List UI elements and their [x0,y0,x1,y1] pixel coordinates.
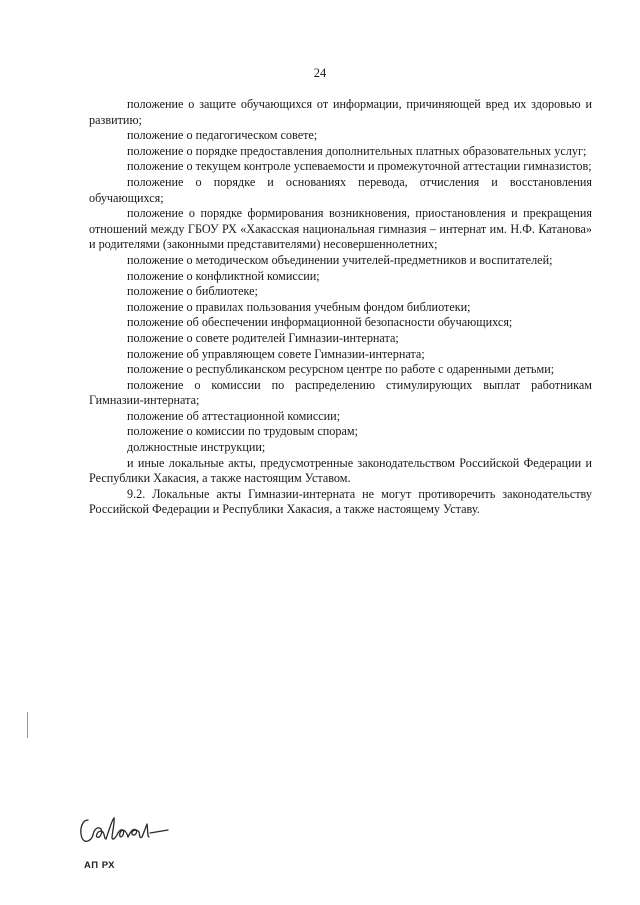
paragraph: положение об управляющем совете Гимназии-интерната; [127,346,425,361]
page-number: 24 [313,66,327,80]
paragraph: положение о конфликтной комиссии; [127,268,320,283]
paragraph: положение о защите обучающихся от информации, причиняющей вред их здоровью и развитию; [89,97,592,127]
paragraph: положение об обеспечении информационной безопасности обучающихся; [127,315,513,330]
paragraph: положение о порядке формирования возникновения, приостановления и прекращения отношений между ГБОУ РХ «Хакасская национальная гимназия – интернат им. Н.Ф. Катанова» и родителями (законными представителями) несовершеннолетних; [89,206,592,252]
paragraph: положение о совете родителей Гимназии-интерната; [127,330,399,345]
paragraph: положение о порядке предоставления дополнительных платных образовательных услуг; [127,143,587,158]
paragraph: положение об аттестационной комиссии; [127,408,341,423]
paragraph: положение о комиссии по распределению стимулирующих выплат работникам Гимназии-интерната; [89,377,592,408]
paragraph: положение о комиссии по трудовым спорам; [127,424,358,439]
paragraph-9-2: 9.2. Локальные акты Гимназии-интерната не могут противоречить законодательству Российской Федерации и Республики Хакасия, а также настоящему Уставу. [89,486,592,517]
paragraph: положение о порядке и основаниях перевода, отчисления и восстановления обучающихся; [89,174,592,205]
paragraph: положение о педагогическом совете; [127,128,318,143]
paragraph: положение о библиотеке; [127,284,258,299]
handwritten-signature [76,808,172,848]
paragraph: положение о правилах пользования учебным фондом библиотеки; [127,299,471,314]
paragraph: положение о текущем контроле успеваемости и промежуточной аттестации гимназистов; [127,159,592,174]
paragraph: положение о методическом объединении учителей-предметников и воспитателей; [127,252,553,267]
paragraph: положение о республиканском ресурсном центре по работе с одаренными детьми; [127,362,555,377]
stamp-label: АП РХ [84,860,116,871]
margin-mark [27,712,28,738]
document-body [89,97,592,518]
paragraph: и иные локальные акты, предусмотренные законодательством Российской Федерации и Республики Хакасия, а также настоящим Уставом. [89,455,592,486]
paragraph: должностные инструкции; [127,440,266,455]
